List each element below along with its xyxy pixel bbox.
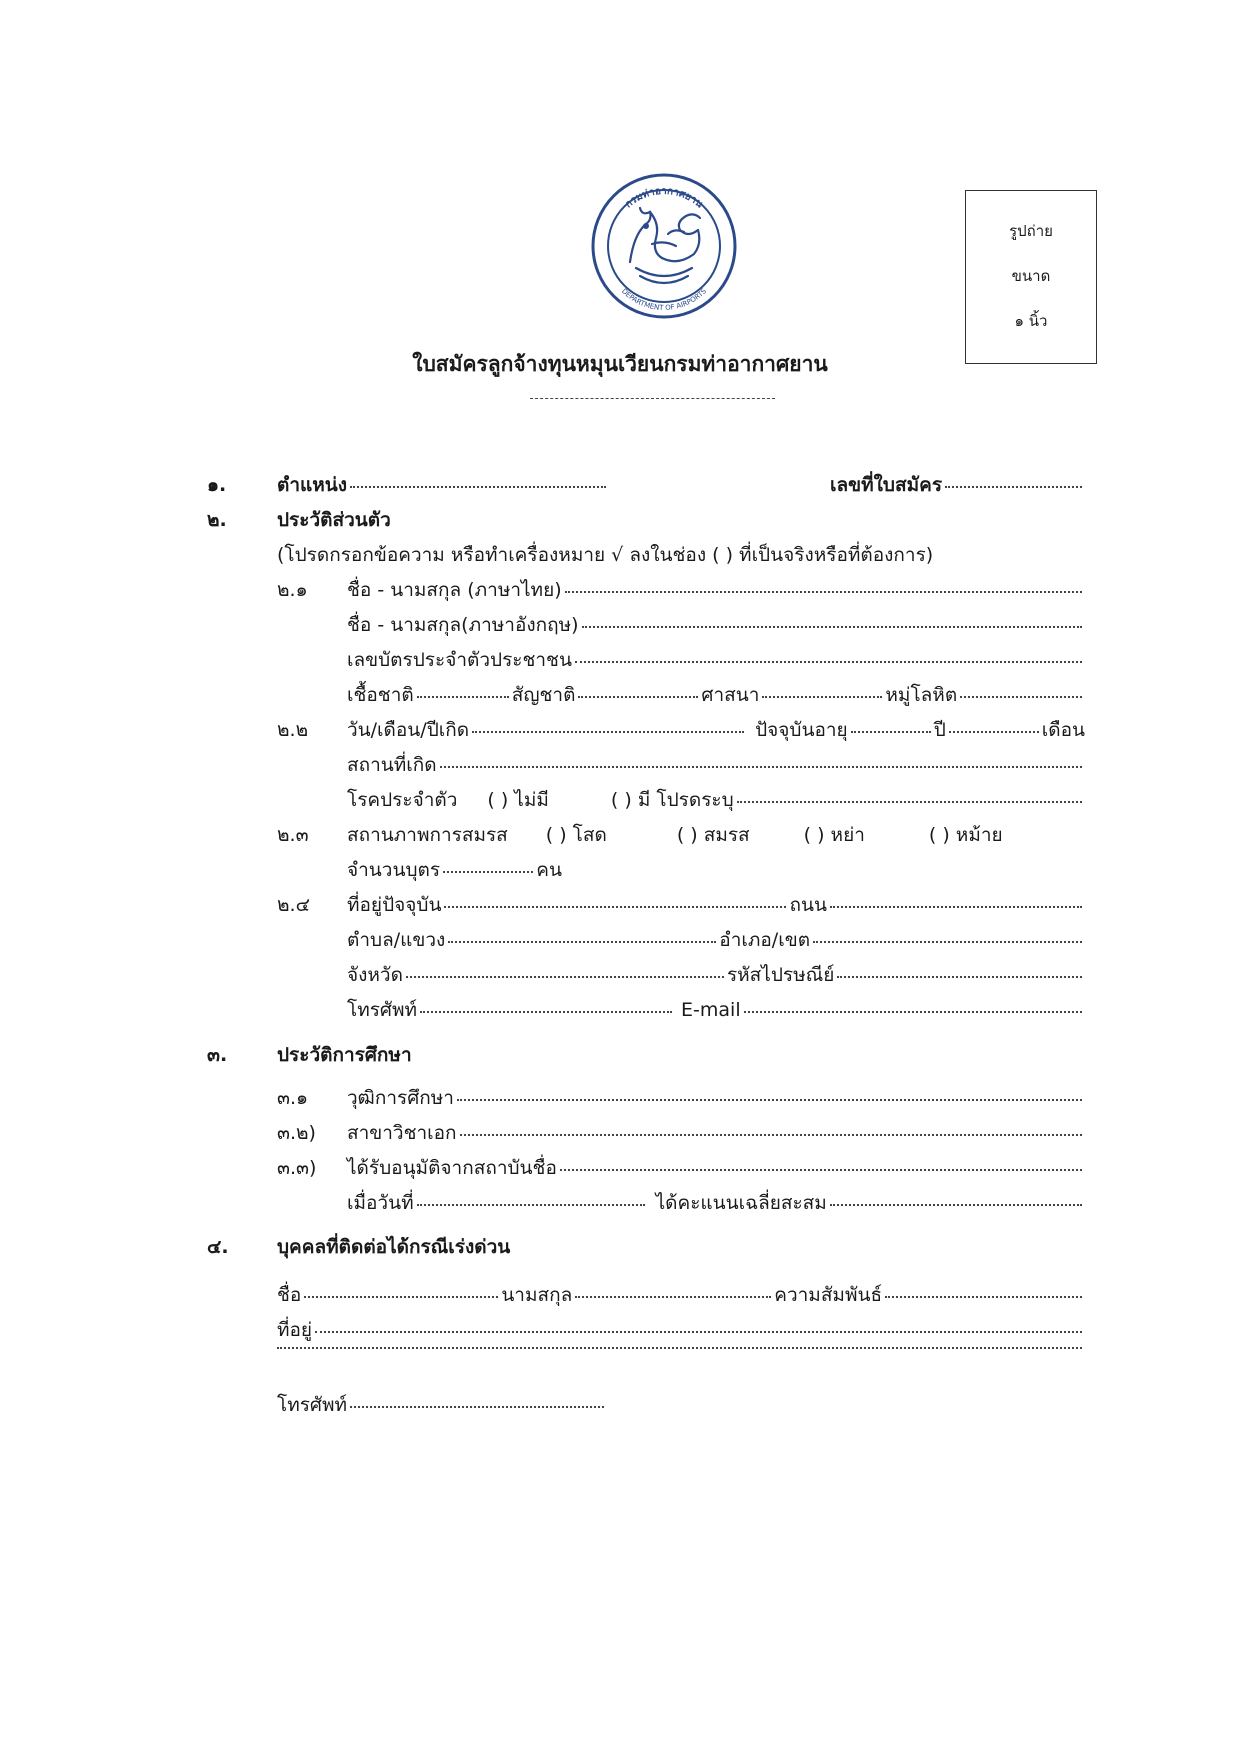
photo-label: รูปถ่าย [1009, 222, 1053, 240]
persons-label: คน [536, 859, 562, 881]
major-label: สาขาวิชาเอก [347, 1122, 457, 1144]
department-of-airports-seal [590, 172, 738, 320]
graduation-date-label: เมื่อวันที่ [347, 1192, 414, 1214]
name-thai-field[interactable] [347, 575, 1085, 605]
subdistrict-label: ตำบล/แขวง [347, 929, 446, 951]
position-field[interactable] [277, 470, 609, 500]
section-4-heading: บุคคลที่ติดต่อได้กรณีเร่งด่วน [277, 1236, 511, 1258]
district-label: อำเภอ/เขต [719, 929, 811, 951]
race-input[interactable] [417, 696, 509, 698]
dob-label: วัน/เดือน/ปีเกิด [347, 719, 470, 741]
section-3-1-number: ๓.๑ [277, 1087, 309, 1109]
phone-label: โทรศัพท์ [347, 999, 418, 1021]
contact-relation-input[interactable] [885, 1296, 1082, 1298]
age-months-input[interactable] [949, 731, 1039, 733]
position-label: ตำแหน่ง [277, 474, 348, 496]
birth-age-row [347, 715, 1085, 745]
photo-box [965, 190, 1097, 364]
marital-status-row [347, 820, 1085, 850]
address-label: ที่อยู่ปัจจุบัน [347, 894, 442, 916]
postcode-label: รหัสไปรษณีย์ [726, 964, 835, 986]
widowed-option[interactable]: ( ) หม้าย [928, 824, 1003, 846]
district-input[interactable] [813, 941, 1082, 943]
single-option[interactable]: ( ) โสด [545, 824, 607, 846]
application-number-label: เลขที่ใบสมัคร [830, 474, 943, 496]
blood-type-input[interactable] [960, 696, 1082, 698]
children-label: จำนวนบุตร [347, 859, 441, 881]
age-years-input[interactable] [851, 731, 931, 733]
race-label: เชื้อชาติ [347, 684, 414, 706]
photo-size-value: ๑ นิ้ว [1014, 312, 1048, 330]
graduation-date-input[interactable] [417, 1204, 645, 1206]
section-3-3-number: ๓.๓) [277, 1157, 317, 1179]
application-number-field[interactable] [830, 470, 1085, 500]
age-label: ปัจจุบันอายุ [755, 719, 848, 741]
photo-size-label: ขนาด [1011, 267, 1051, 285]
institution-label: ได้รับอนุมัติจากสถาบันชื่อ [347, 1157, 557, 1179]
contact-name-input[interactable] [304, 1296, 498, 1298]
road-input[interactable] [830, 906, 1082, 908]
postcode-input[interactable] [837, 976, 1082, 978]
nationality-label: สัญชาติ [511, 684, 576, 706]
road-label: ถนน [789, 894, 827, 916]
birthplace-field[interactable] [347, 750, 1085, 780]
contact-address-field[interactable] [277, 1315, 1085, 1345]
email-label: E-mail [681, 999, 741, 1021]
dob-input[interactable] [472, 731, 744, 733]
section-2-heading: ประวัติส่วนตัว [277, 509, 391, 531]
province-label: จังหวัด [347, 964, 403, 986]
contact-name-row [277, 1280, 1085, 1310]
children-field[interactable] [347, 855, 562, 885]
phone-input[interactable] [420, 1011, 672, 1013]
id-card-label: เลขบัตรประจำตัวประชาชน [347, 649, 572, 671]
section-3-number: ๓. [207, 1044, 228, 1066]
address-row [347, 890, 1085, 920]
institution-field[interactable] [347, 1153, 1085, 1183]
province-input[interactable] [406, 976, 724, 978]
married-option[interactable]: ( ) สมรส [676, 824, 750, 846]
gpa-label: ได้คะแนนเฉลี่ยสะสม [655, 1192, 827, 1214]
seal-bottom-text: DEPARTMENT OF AIRPORTS [619, 287, 709, 313]
contact-address-line-2[interactable] [277, 1350, 1085, 1352]
name-english-label: ชื่อ - นามสกุล(ภาษาอังกฤษ) [347, 614, 579, 636]
email-input[interactable] [744, 1011, 1082, 1013]
contact-address-label: ที่อยู่ [277, 1319, 313, 1341]
section-3-heading: ประวัติการศึกษา [277, 1044, 412, 1066]
race-nationality-row [347, 680, 1085, 710]
marital-status-label: สถานภาพการสมรส [347, 824, 508, 846]
gpa-input[interactable] [830, 1204, 1082, 1206]
id-card-field[interactable] [347, 645, 1085, 675]
blood-type-label: หมู่โลหิต [885, 684, 958, 706]
disease-has-option[interactable]: ( ) มี โปรดระบุ [610, 789, 734, 811]
contact-phone-label: โทรศัพท์ [277, 1394, 348, 1416]
month-label: เดือน [1041, 719, 1085, 741]
section-4-number: ๔. [207, 1236, 229, 1258]
svg-text:กรมท่าอากาศยาน [623, 186, 705, 210]
subdistrict-row [347, 925, 1085, 955]
phone-email-row [347, 995, 1085, 1025]
divorced-option[interactable]: ( ) หย่า [803, 824, 865, 846]
seal-top-text: กรมท่าอากาศยาน [623, 185, 705, 211]
section-1-number: ๑. [207, 474, 227, 496]
address-input[interactable] [444, 906, 786, 908]
qualification-label: วุฒิการศึกษา [347, 1087, 454, 1109]
section-2-instruction: (โปรดกรอกข้อความ หรือทำเครื่องหมาย √ ลงในช่อง ( ) ที่เป็นจริงหรือที่ต้องการ) [277, 544, 934, 566]
contact-surname-label: นามสกุล [501, 1284, 573, 1306]
contact-name-label: ชื่อ [277, 1284, 302, 1306]
name-thai-label: ชื่อ - นามสกุล (ภาษาไทย) [347, 579, 562, 601]
disease-detail-input[interactable] [737, 801, 1082, 803]
section-3-2-number: ๓.๒) [277, 1122, 316, 1144]
section-2-4-number: ๒.๔ [277, 894, 310, 916]
form-title: ใบสมัครลูกจ้างทุนหมุนเวียนกรมท่าอากาศยาน [412, 352, 828, 376]
birthplace-label: สถานที่เกิด [347, 754, 437, 776]
disease-row [347, 785, 1085, 815]
religion-label: ศาสนา [701, 684, 760, 706]
disease-none-option[interactable]: ( ) ไม่มี [487, 789, 549, 811]
major-field[interactable] [347, 1118, 1085, 1148]
name-english-field[interactable] [347, 610, 1085, 640]
section-2-2-number: ๒.๒ [277, 719, 309, 741]
year-label: ปี [933, 719, 946, 741]
nationality-input[interactable] [578, 696, 698, 698]
contact-phone-field[interactable] [277, 1390, 607, 1420]
disease-label: โรคประจำตัว [347, 789, 458, 811]
contact-surname-input[interactable] [575, 1296, 771, 1298]
graduation-row [347, 1188, 1085, 1218]
religion-input[interactable] [762, 696, 882, 698]
province-row [347, 960, 1085, 990]
section-2-number: ๒. [207, 509, 227, 531]
title-underline [530, 398, 775, 399]
qualification-field[interactable] [347, 1083, 1085, 1113]
subdistrict-input[interactable] [448, 941, 716, 943]
section-2-3-number: ๒.๓ [277, 824, 309, 846]
section-2-1-number: ๒.๑ [277, 579, 308, 601]
contact-relation-label: ความสัมพันธ์ [774, 1284, 883, 1306]
